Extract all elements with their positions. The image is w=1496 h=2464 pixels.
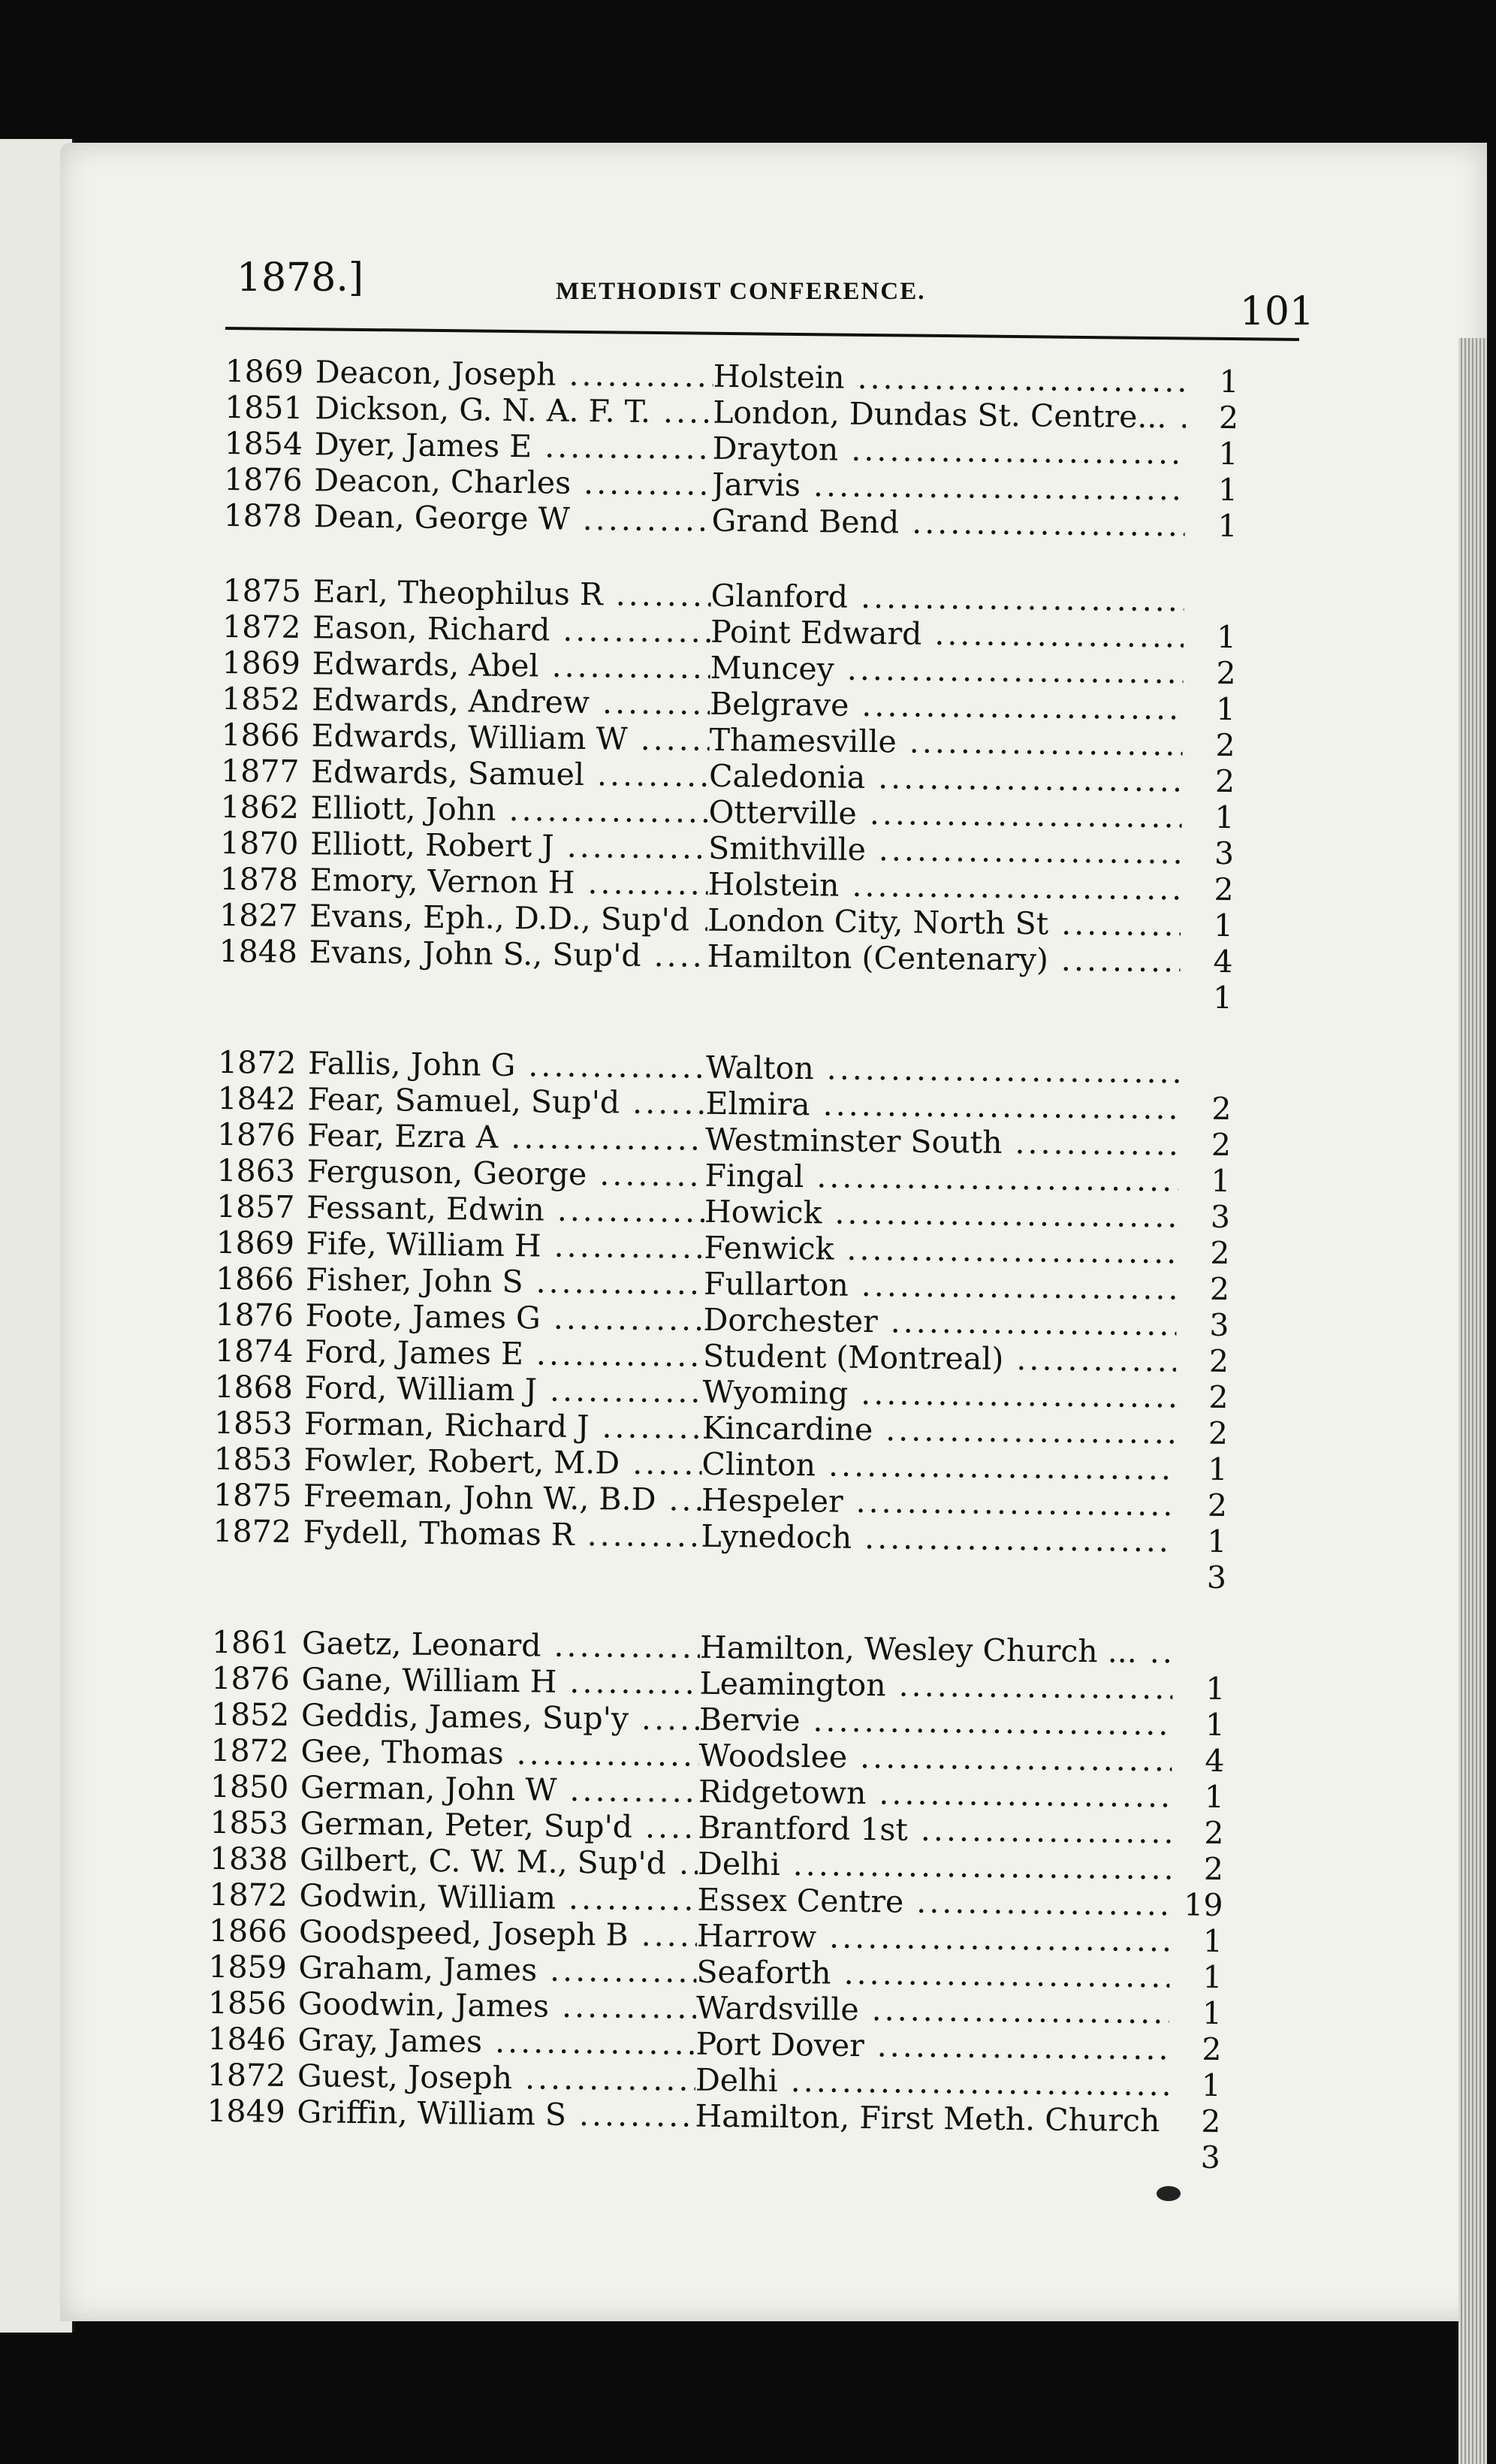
entry-years-count: 3: [1214, 835, 1235, 872]
entry-name: Ferguson, George .....: [306, 1153, 704, 1194]
entry-years-count: 2: [1214, 762, 1235, 800]
entry-station: Fullarton .....: [704, 1266, 1177, 1307]
entry-year: 1868: [214, 1368, 294, 1406]
entry-year: 1856: [207, 1984, 287, 2022]
entry-station: Grand Bend .....: [711, 503, 1184, 544]
entry-year: 1850: [210, 1768, 289, 1805]
header-title: METHODIST CONFERENCE.: [556, 278, 926, 305]
entry-name: Godwin, William .....: [299, 1877, 697, 1918]
entry-years-count: 1: [1212, 979, 1233, 1016]
entry-years-count: 1: [1204, 1778, 1225, 1816]
entry-station: Harrow .....: [697, 1918, 1170, 1959]
entry-year: 1876: [216, 1116, 296, 1154]
entry-station: Muncey .....: [710, 650, 1183, 691]
entry-station: Caledonia .....: [709, 758, 1182, 799]
entry-year: 1848: [219, 932, 298, 971]
entry-years-count: [1173, 1662, 1226, 1663]
entry-name: Ford, William J .....: [304, 1369, 702, 1410]
page-stack-edge: [1458, 338, 1487, 2464]
entry-year: 1872: [213, 1512, 292, 1551]
entry-years-count: 3: [1200, 2139, 1221, 2176]
entry-years-count: 2: [1211, 1090, 1232, 1128]
entry-years-count: 2: [1210, 1234, 1230, 1272]
entry-years-count: 1: [1208, 1451, 1228, 1488]
entry-name: German, John W .....: [300, 1769, 698, 1810]
entry-years-count: 1: [1219, 363, 1239, 400]
entry-year: 1853: [210, 1804, 289, 1841]
entry-years-count: 2: [1202, 2031, 1222, 2068]
entry-year: 1872: [207, 2056, 286, 2094]
entry-station: Point Edward .....: [710, 614, 1184, 655]
entry-station: Leamington .....: [699, 1665, 1172, 1707]
entry-name: Goodspeed, Joseph B .....: [299, 1913, 697, 1954]
entry-station: London City, North St .....: [707, 902, 1181, 944]
entry-year: 1869: [216, 1224, 295, 1262]
entry-station: Essex Centre .....: [697, 1882, 1170, 1923]
entry-year: 1872: [209, 1876, 288, 1913]
entry-years-count: 1: [1202, 1922, 1223, 1960]
entry-year: 1854: [224, 424, 303, 463]
entry-years-count: 1: [1205, 1706, 1226, 1744]
entry-year: 1876: [215, 1296, 294, 1334]
entry-year: 1870: [219, 824, 299, 862]
page-number: 101: [1239, 289, 1314, 334]
entry-year: 1872: [210, 1732, 290, 1769]
entry-name: Fear, Ezra A .....: [307, 1117, 705, 1158]
entry-station: Thamesville .....: [709, 722, 1182, 763]
entry-station: Port Dover .....: [695, 2026, 1169, 2067]
entry-year: 1876: [211, 1659, 291, 1697]
entry-name: Edwards, Andrew .....: [312, 681, 710, 722]
entry-year: 1859: [208, 1948, 288, 1985]
entry-station: Hespeler .....: [701, 1482, 1175, 1523]
entry-station: Bervie .....: [699, 1702, 1172, 1743]
entry-station: Brantford 1st .....: [698, 1810, 1171, 1851]
entry-station: Glanford .....: [710, 578, 1184, 619]
entry-years-count: 4: [1205, 1742, 1225, 1780]
entry-station: Hamilton, First Meth. Church .....: [695, 2098, 1168, 2139]
entry-name: Fife, William H .....: [306, 1225, 704, 1266]
entry-name: Edwards, Samuel .....: [311, 753, 709, 794]
entry-years-count: 1: [1202, 1958, 1223, 1996]
entry-years-count: 2: [1208, 1415, 1229, 1452]
header-year: 1878.]: [237, 255, 364, 300]
entry-name: Deacon, Joseph .....: [315, 354, 713, 394]
entry-years-count: 2: [1209, 1270, 1230, 1308]
entry-name: Fowler, Robert, M.D .....: [303, 1442, 701, 1482]
entry-station: Walton .....: [706, 1049, 1179, 1091]
entry-name: Deacon, Charles .....: [314, 462, 712, 503]
entry-name: Gilbert, C. W. M., Sup'd .....: [300, 1841, 698, 1882]
entry-station: Wardsville .....: [696, 1990, 1169, 2031]
entry-station: Holstein .....: [713, 358, 1186, 400]
entry-years-count: 2: [1218, 399, 1239, 436]
entry-station: Howick .....: [704, 1194, 1178, 1235]
entry-name: Guest, Joseph .....: [297, 2058, 695, 2098]
entry-station: Delhi .....: [695, 2062, 1169, 2103]
entry-years-count: 19: [1184, 1886, 1223, 1924]
entry-station: Otterville .....: [708, 794, 1181, 835]
entry-name: Edwards, Abel .....: [312, 645, 710, 686]
entry-year: 1878: [219, 860, 299, 898]
entry-name: Griffin, William S .....: [297, 2094, 695, 2134]
entry-years-count: 2: [1215, 726, 1235, 764]
entry-year: 1878: [223, 497, 303, 535]
entry-year: 1866: [215, 1260, 294, 1298]
entry-station: Seaforth .....: [696, 1954, 1169, 1995]
entry-years-count: 1: [1215, 690, 1236, 728]
entry-year: 1872: [222, 608, 301, 646]
entry-station: Dorchester .....: [703, 1302, 1176, 1343]
entry-name: Edwards, William W .....: [311, 717, 709, 758]
entry-year: 1842: [217, 1080, 297, 1118]
entry-name: Freeman, John W., B.D .....: [303, 1478, 701, 1518]
entry-name: Dyer, James E .....: [314, 426, 712, 467]
entry-name: Fallis, John G .....: [308, 1045, 706, 1086]
entry-name: Emory, Vernon H .....: [309, 862, 707, 902]
entry-year: 1869: [225, 353, 304, 391]
entry-name: Fisher, John S .....: [306, 1261, 704, 1302]
entry-years-count: 2: [1216, 654, 1236, 692]
entry-station: Ridgetown .....: [698, 1774, 1172, 1815]
entry-year: 1862: [220, 788, 300, 826]
entry-group: [213, 1044, 1299, 1596]
entry-station: Jarvis .....: [712, 467, 1185, 508]
entry-station: Fingal .....: [704, 1158, 1178, 1199]
entry-years-count: 2: [1207, 1487, 1228, 1524]
entry-year: 1851: [224, 388, 303, 427]
entry-year: 1875: [213, 1476, 292, 1514]
entry-name: Eason, Richard .....: [312, 609, 710, 650]
entry-years-count: 4: [1213, 943, 1233, 980]
entry-name: Fydell, Thomas R .....: [303, 1514, 701, 1554]
entry-station: Woodslee .....: [698, 1738, 1172, 1779]
entry-years-count: 1: [1213, 907, 1234, 944]
entry-station: Fenwick .....: [704, 1230, 1177, 1271]
entry-years-count: 1: [1211, 1162, 1231, 1200]
entry-name: Dickson, G. N. A. F. T. .....: [315, 390, 713, 430]
entry-year: 1853: [213, 1440, 293, 1478]
entry-year: 1857: [216, 1188, 295, 1226]
entry-years-count: 2: [1203, 1850, 1224, 1888]
entry-station: Hamilton (Centenary) .....: [707, 938, 1180, 980]
entry-station: Wyoming .....: [702, 1374, 1175, 1415]
minister-list: [206, 353, 1307, 2215]
entry-year: 1872: [217, 1043, 297, 1082]
entry-years-count: 1: [1214, 799, 1235, 836]
entry-years-count: 1: [1218, 435, 1238, 473]
entry-years-count: 1: [1202, 1994, 1223, 2032]
entry-name: German, Peter, Sup'd .....: [300, 1805, 698, 1846]
entry-name: Dean, George W .....: [313, 498, 711, 539]
entry-year: 1849: [207, 2092, 286, 2130]
entry-years-count: 1: [1205, 1670, 1226, 1708]
entry-year: 1861: [211, 1623, 291, 1661]
entry-years-count: 2: [1201, 2103, 1221, 2140]
entry-year: 1853: [213, 1404, 293, 1442]
entry-name: Fear, Samuel, Sup'd .....: [307, 1081, 705, 1122]
entry-group: [223, 353, 1306, 545]
entry-name: Gane, William H .....: [301, 1661, 699, 1702]
entry-name: Graham, James .....: [298, 1949, 696, 1990]
entry-station: Holstein .....: [707, 866, 1181, 907]
entry-year: 1863: [216, 1152, 296, 1190]
entry-station: Hamilton, Wesley Church ... .....: [700, 1629, 1173, 1671]
entry-station: Elmira .....: [705, 1086, 1178, 1127]
entry-year: 1838: [209, 1840, 288, 1877]
entry-name: Gaetz, Leonard .....: [302, 1625, 700, 1665]
entry-years-count: 2: [1204, 1814, 1224, 1852]
entry-year: 1852: [210, 1696, 290, 1733]
entry-years-count: 1: [1207, 1523, 1227, 1560]
entry-year: 1874: [214, 1332, 294, 1370]
entry-group: [219, 572, 1304, 1016]
entry-year: 1852: [221, 680, 300, 718]
ink-spot: [1157, 2186, 1181, 2201]
entry-name: Gee, Thomas .....: [300, 1733, 698, 1774]
entry-years-count: 2: [1211, 1126, 1232, 1164]
entry-name: Elliott, Robert J .....: [310, 826, 708, 866]
entry-year: 1877: [220, 752, 300, 790]
entry-station: London, Dundas St. Centre... .....: [713, 394, 1186, 436]
entry-years-count: 1: [1216, 618, 1237, 656]
entry-station: Clinton .....: [701, 1446, 1175, 1487]
entry-year: 1866: [221, 716, 300, 754]
entry-years-count: 3: [1210, 1198, 1231, 1236]
entry-years-count: 2: [1208, 1378, 1229, 1416]
entry-years-count: 2: [1214, 871, 1234, 908]
entry-year: 1827: [219, 896, 298, 935]
entry-name: Foote, James G .....: [305, 1297, 703, 1338]
entry-year: 1846: [207, 2020, 287, 2058]
entry-year: 1875: [222, 572, 302, 610]
entry-years-count: 3: [1209, 1306, 1229, 1344]
entry-year: 1876: [223, 460, 303, 499]
entry-station: Lynedoch .....: [701, 1518, 1174, 1560]
entry-years-count: 1: [1201, 2067, 1222, 2104]
entry-name: Evans, John S., Sup'd .....: [309, 934, 707, 974]
entry-name: Earl, Theophilus R .....: [312, 573, 710, 614]
entry-year: 1869: [222, 644, 301, 682]
entry-station: Kincardine .....: [702, 1410, 1175, 1451]
entry-year: 1866: [208, 1912, 288, 1949]
entry-name: Gray, James .....: [297, 2022, 695, 2062]
entry-name: Evans, Eph., D.D., Sup'd .....: [309, 898, 707, 938]
entry-station: Student (Montreal) .....: [703, 1338, 1176, 1379]
entry-years-count: 1: [1217, 471, 1238, 509]
entry-station: Drayton .....: [712, 430, 1185, 472]
entry-station: Westminster South .....: [705, 1122, 1178, 1163]
entry-name: Geddis, James, Sup'y .....: [301, 1697, 699, 1738]
entry-name: Forman, Richard J .....: [304, 1406, 702, 1446]
entry-name: Goodwin, James .....: [298, 1985, 696, 2026]
entry-station: Belgrave .....: [710, 686, 1183, 727]
entry-years-count: 2: [1208, 1342, 1229, 1380]
entry-station: Delhi .....: [698, 1846, 1171, 1887]
entry-group: [207, 1624, 1293, 2176]
page-header: [173, 248, 1314, 334]
entry-station: Smithville .....: [708, 830, 1181, 871]
entry-years-count: 1: [1217, 507, 1238, 545]
entry-name: Fessant, Edwin .....: [306, 1189, 704, 1230]
entry-years-count: 3: [1206, 1559, 1227, 1596]
entry-name: Elliott, John .....: [310, 790, 708, 830]
entry-name: Ford, James E .....: [305, 1333, 703, 1374]
